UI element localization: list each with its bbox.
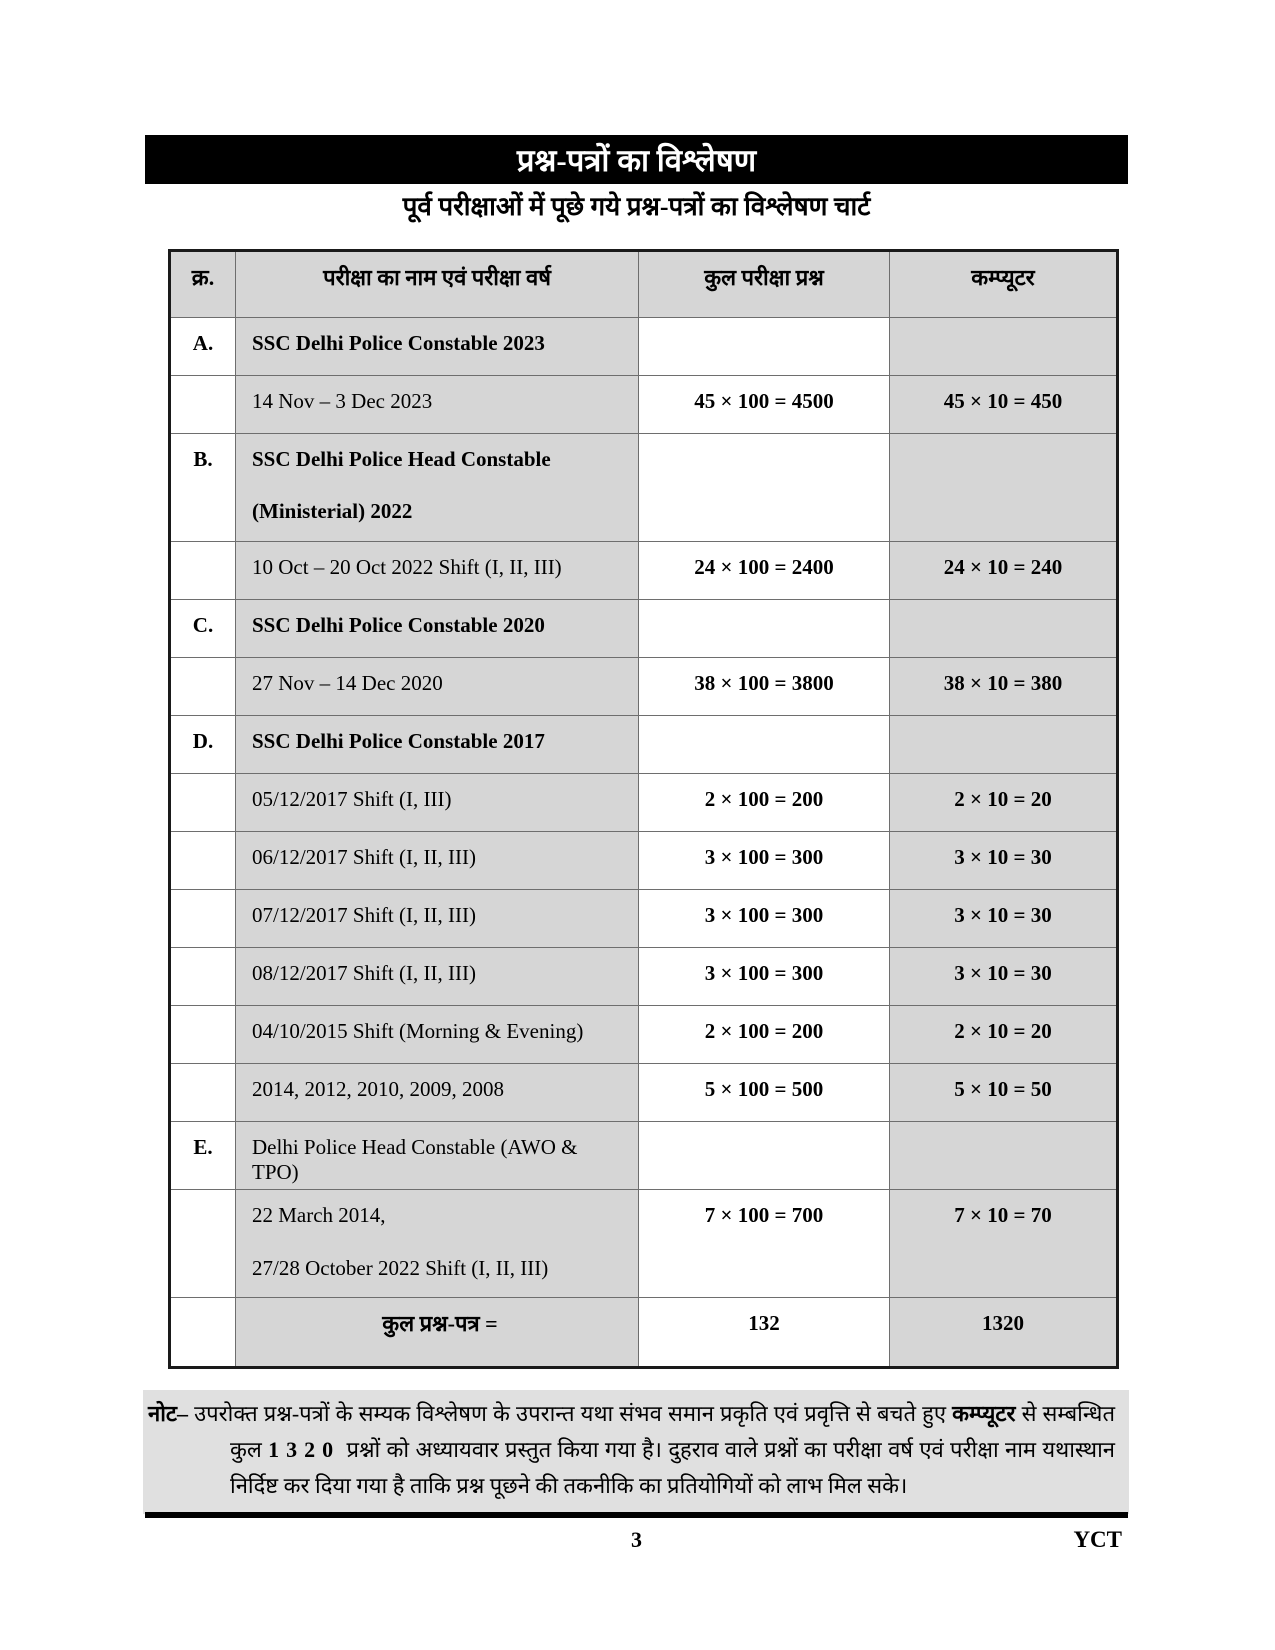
exam-name-line: Delhi Police Head Constable (AWO & TPO) (252, 1135, 578, 1185)
column-header-computer: कम्प्यूटर (890, 251, 1118, 318)
exam-name-cell (236, 890, 639, 948)
total-questions-cell: 3 × 100 = 300 (639, 832, 890, 890)
total-questions-cell: 2 × 100 = 200 (639, 774, 890, 832)
serial-cell (170, 948, 236, 1006)
exam-name-cell (236, 1190, 639, 1298)
table-row (170, 832, 1118, 890)
serial-cell: C. (170, 600, 236, 658)
total-questions-cell (639, 318, 890, 376)
exam-name-cell (236, 716, 639, 774)
exam-name-cell (236, 318, 639, 376)
serial-cell: E. (170, 1122, 236, 1190)
note-segment: से सम्बन्धित कुल (230, 1401, 1116, 1462)
computer-questions-cell: 1320 (890, 1298, 1118, 1368)
table-row (170, 1190, 1118, 1298)
note (143, 1390, 1129, 1514)
computer-questions-cell: 45 × 10 = 450 (890, 376, 1118, 434)
publisher-logo: YCT (1073, 1527, 1122, 1552)
serial-cell (170, 658, 236, 716)
table-row (170, 1122, 1118, 1190)
note-segment: कम्प्यूटर (952, 1401, 1016, 1426)
total-questions-cell: 24 × 100 = 2400 (639, 542, 890, 600)
table-row (170, 376, 1118, 434)
exam-name-line: 04/10/2015 Shift (Morning & Evening) (252, 1019, 584, 1043)
serial-cell: D. (170, 716, 236, 774)
computer-questions-cell: 24 × 10 = 240 (890, 542, 1118, 600)
exam-name-line: 14 Nov – 3 Dec 2023 (252, 389, 433, 413)
serial-cell (170, 1006, 236, 1064)
exam-name-cell (236, 1298, 639, 1368)
exam-name-line: 08/12/2017 Shift (I, II, III) (252, 961, 476, 985)
computer-questions-cell: 3 × 10 = 30 (890, 948, 1118, 1006)
table-row (170, 542, 1118, 600)
computer-questions-cell (890, 318, 1118, 376)
total-questions-cell (639, 716, 890, 774)
note-label: नोट– (148, 1401, 188, 1426)
serial-cell (170, 890, 236, 948)
exam-name-cell (236, 600, 639, 658)
table-row (170, 774, 1118, 832)
note-text (194, 1401, 1115, 1498)
total-questions-cell: 38 × 100 = 3800 (639, 658, 890, 716)
serial-cell (170, 542, 236, 600)
computer-questions-cell: 2 × 10 = 20 (890, 1006, 1118, 1064)
table-row (170, 1064, 1118, 1122)
footer-rule (145, 1512, 1128, 1518)
analysis-table-header (170, 251, 1118, 318)
exam-name-line: SSC Delhi Police Head Constable (252, 447, 551, 471)
exam-name-line: 05/12/2017 Shift (I, III) (252, 787, 452, 811)
exam-name-cell (236, 376, 639, 434)
exam-name-line: SSC Delhi Police Constable 2020 (252, 613, 545, 637)
computer-questions-cell: 3 × 10 = 30 (890, 890, 1118, 948)
table-row (170, 890, 1118, 948)
table-row (170, 716, 1118, 774)
header-row (170, 251, 1118, 318)
page-subtitle: पूर्व परीक्षाओं में पूछे गये प्रश्न-पत्रों का विश्लेषण चार्ट (402, 192, 871, 221)
computer-questions-cell: 3 × 10 = 30 (890, 832, 1118, 890)
page-number: 3 (631, 1527, 642, 1552)
column-header-serial: क्र. (170, 251, 236, 318)
exam-name-line: SSC Delhi Police Constable 2017 (252, 729, 545, 753)
serial-cell (170, 1298, 236, 1368)
total-questions-cell (639, 434, 890, 542)
total-questions-cell: 5 × 100 = 500 (639, 1064, 890, 1122)
exam-name-line: (Ministerial) 2022 (252, 499, 413, 524)
exam-name-line: 10 Oct – 20 Oct 2022 Shift (I, II, III) (252, 555, 562, 579)
total-questions-cell: 7 × 100 = 700 (639, 1190, 890, 1298)
table-row (170, 948, 1118, 1006)
exam-name-cell (236, 1122, 639, 1190)
exam-name-cell (236, 948, 639, 1006)
computer-questions-cell (890, 600, 1118, 658)
serial-cell (170, 832, 236, 890)
exam-name-line: 22 March 2014, (252, 1203, 386, 1228)
exam-name-cell (236, 542, 639, 600)
exam-name-line: SSC Delhi Police Constable 2023 (252, 331, 545, 355)
exam-name-cell (236, 1006, 639, 1064)
exam-name-cell (236, 1064, 639, 1122)
total-questions-cell (639, 1122, 890, 1190)
note-segment: प्रश्नों को अध्यायवार प्रस्तुत किया गया है। दुहराव वाले प्रश्नों का परीक्षा वर्ष एवं परीक्षा नाम यथास्थान निर्दिष्ट कर दिया गया है ताकि प्रश्न पूछने की तकनीकि का प्रतियोगियों को लाभ मिल सके। (230, 1437, 1116, 1498)
exam-name-cell (236, 434, 639, 542)
table-row (170, 434, 1118, 542)
serial-cell (170, 376, 236, 434)
serial-cell: A. (170, 318, 236, 376)
table-row (170, 658, 1118, 716)
computer-questions-cell: 5 × 10 = 50 (890, 1064, 1118, 1122)
exam-name-line: 27/28 October 2022 Shift (I, II, III) (252, 1255, 549, 1280)
column-header-exam-name: परीक्षा का नाम एवं परीक्षा वर्ष (236, 251, 639, 318)
total-questions-cell: 3 × 100 = 300 (639, 948, 890, 1006)
analysis-table-body (170, 318, 1118, 1368)
serial-cell: B. (170, 434, 236, 542)
note-segment: 1320 (268, 1437, 341, 1462)
exam-name-line: 2014, 2012, 2010, 2009, 2008 (252, 1077, 504, 1101)
exam-name-line: कुल प्रश्न-पत्र = (382, 1311, 498, 1337)
exam-name-cell (236, 774, 639, 832)
exam-name-cell (236, 658, 639, 716)
exam-name-line: 27 Nov – 14 Dec 2020 (252, 671, 443, 695)
serial-cell (170, 1064, 236, 1122)
page-title: प्रश्न-पत्रों का विश्लेषण (516, 142, 757, 178)
analysis-table (168, 249, 1119, 1369)
exam-name-line: 06/12/2017 Shift (I, II, III) (252, 845, 476, 869)
table-row (170, 1006, 1118, 1064)
table-row (170, 600, 1118, 658)
total-questions-cell (639, 600, 890, 658)
column-header-total-questions: कुल परीक्षा प्रश्न (639, 251, 890, 318)
note-segment: उपरोक्त प्रश्न-पत्रों के सम्यक विश्लेषण के उपरान्त यथा संभव समान प्रकृति एवं प्रवृत्ति से बचते हुए (194, 1401, 953, 1426)
computer-questions-cell: 7 × 10 = 70 (890, 1190, 1118, 1298)
computer-questions-cell: 2 × 10 = 20 (890, 774, 1118, 832)
computer-questions-cell (890, 716, 1118, 774)
exam-name-cell (236, 832, 639, 890)
note-paragraph (148, 1396, 1115, 1504)
table-row (170, 1298, 1118, 1368)
serial-cell (170, 1190, 236, 1298)
computer-questions-cell (890, 1122, 1118, 1190)
total-questions-cell: 3 × 100 = 300 (639, 890, 890, 948)
computer-questions-cell: 38 × 10 = 380 (890, 658, 1118, 716)
serial-cell (170, 774, 236, 832)
footer (145, 1527, 1128, 1557)
computer-questions-cell (890, 434, 1118, 542)
total-questions-cell: 132 (639, 1298, 890, 1368)
total-questions-cell: 45 × 100 = 4500 (639, 376, 890, 434)
total-questions-cell: 2 × 100 = 200 (639, 1006, 890, 1064)
table-row (170, 318, 1118, 376)
exam-name-line: 07/12/2017 Shift (I, II, III) (252, 903, 476, 927)
page-title-bar (145, 135, 1128, 184)
